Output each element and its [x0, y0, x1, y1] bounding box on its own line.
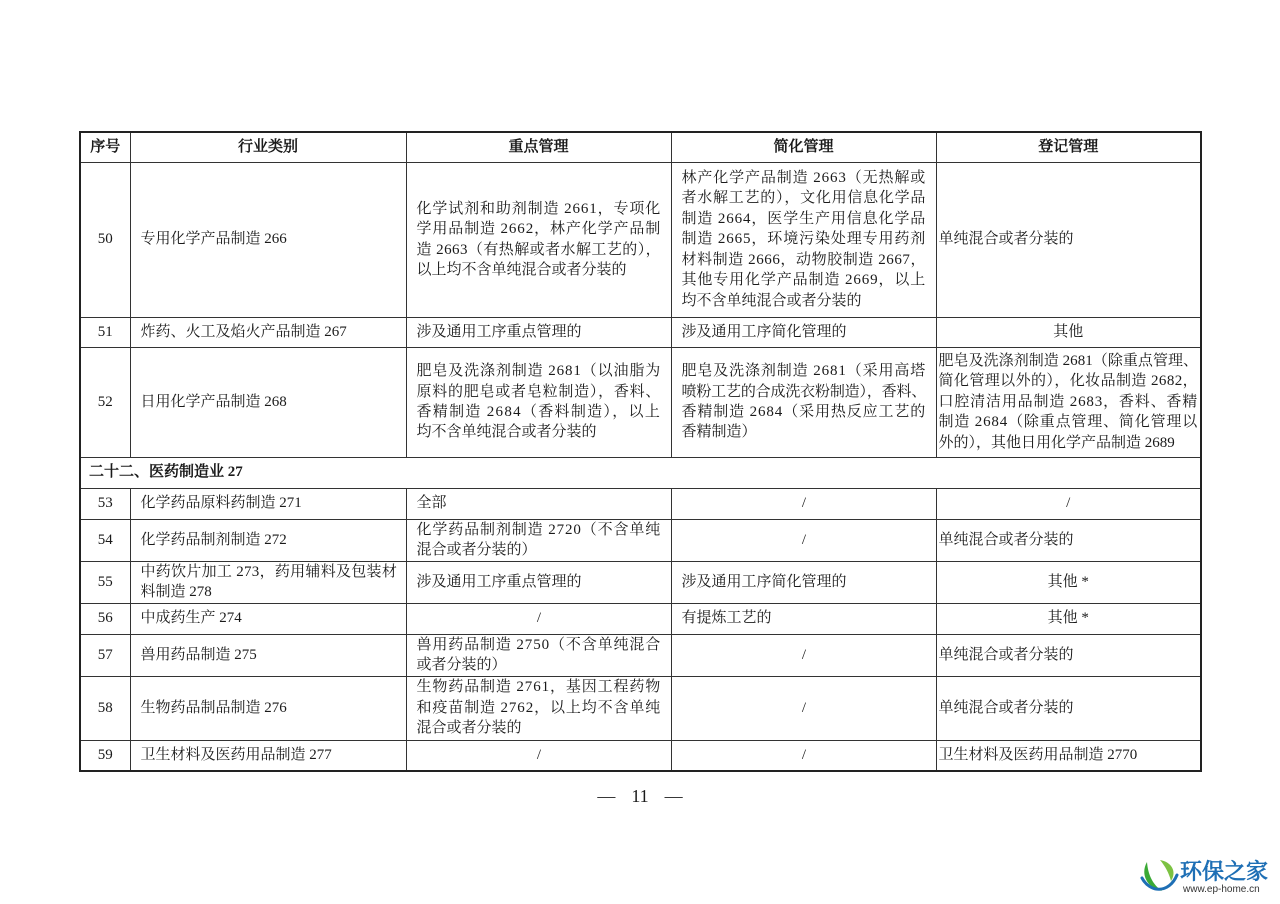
text-line: 外的），其他日用化学产品制造 2689: [938, 434, 1175, 451]
row-51-simplified-management: 涉及通用工序简化管理的: [671, 317, 936, 347]
text-line: 兽用药品制造 2750（不含单纯混合: [416, 636, 662, 653]
text-line: 口腔清洁用品制造 2683，香料、香精: [938, 393, 1199, 410]
row-55-key-management: 涉及通用工序重点管理的: [406, 561, 671, 603]
row-59-industry: 卫生材料及医药用品制造 277: [130, 740, 406, 771]
text-line: 中药饮片加工 273，药用辅料及包装材: [140, 563, 398, 580]
row-58-key-management: [406, 676, 671, 740]
row-58-industry: 生物药品制品制造 276: [130, 676, 406, 740]
row-50-registration-management: 单纯混合或者分装的: [936, 162, 1201, 317]
row-55-simplified-management: 涉及通用工序简化管理的: [671, 561, 936, 603]
text-line: 其他专用化学产品制造 2669，以上: [681, 272, 927, 289]
text-line: 和疫苗制造 2762，以上均不含单纯: [416, 699, 662, 716]
header-simplified-management: 简化管理: [671, 132, 936, 162]
row-56-industry: 中成药生产 274: [130, 603, 406, 634]
text-line: 以上均不含单纯混合或者分装的: [416, 261, 627, 278]
text-line: 者水解工艺的），文化用信息化学品: [681, 190, 927, 207]
header-industry: 行业类别: [130, 132, 406, 162]
row-54-registration-management: 单纯混合或者分装的: [936, 519, 1201, 561]
row-53-key-management: 全部: [406, 488, 671, 519]
section-pharma-header: 二十二、医药制造业 27: [80, 457, 1201, 488]
text-line: 原料的肥皂或者皂粒制造），香料、: [416, 383, 662, 400]
text-line: 均不含单纯混合或者分装的: [681, 292, 862, 309]
row-53-registration-management: /: [936, 488, 1201, 519]
row-54-simplified-management: /: [671, 519, 936, 561]
text-line: 或者分装的）: [416, 657, 507, 673]
row-57-simplified-management: /: [671, 634, 936, 676]
row-52-index: 52: [80, 347, 130, 457]
table-row: [80, 488, 1201, 519]
row-50-simplified-management: [671, 162, 936, 317]
row-58-index: 58: [80, 676, 130, 740]
text-line: 学用品制造 2662，林产化学产品制: [416, 221, 662, 238]
table-row: [80, 676, 1201, 740]
text-line: 简化管理以外的），化妆品制造 2682，: [938, 373, 1199, 390]
row-51-key-management: 涉及通用工序重点管理的: [406, 317, 671, 347]
text-line: 喷粉工艺的合成洗衣粉制造），香料、: [681, 383, 927, 400]
header-key-management: 重点管理: [406, 132, 671, 162]
row-56-registration-management: 其他 *: [936, 603, 1201, 634]
row-59-index: 59: [80, 740, 130, 771]
table-row: [80, 603, 1201, 634]
footer-dash-left: —: [597, 786, 616, 806]
row-59-key-management: /: [406, 740, 671, 771]
row-56-key-management: /: [406, 603, 671, 634]
row-50-key-management: [406, 162, 671, 317]
text-line: 制造 2665，环境污染处理专用药剂: [681, 231, 927, 248]
page-number: 11: [631, 786, 649, 806]
text-line: 化学试剂和助剂制造 2661，专项化: [416, 200, 662, 217]
watermark-url: www.ep-home.cn: [1183, 884, 1260, 895]
permit-classification-table: [79, 131, 1202, 772]
header-registration-management: 登记管理: [936, 132, 1201, 162]
text-line: 制造 2684（除重点管理、简化管理以: [938, 414, 1199, 431]
row-53-simplified-management: /: [671, 488, 936, 519]
text-line: 造 2663（有热解或者水解工艺的），: [416, 241, 662, 258]
row-59-registration-management: 卫生材料及医药用品制造 2770: [936, 740, 1201, 771]
row-52-simplified-management: [671, 347, 936, 457]
text-line: 制造 2664，医学生产用信息化学品: [681, 210, 927, 227]
row-57-industry: 兽用药品制造 275: [130, 634, 406, 676]
row-50-industry: 专用化学产品制造 266: [130, 162, 406, 317]
text-line: 化学药品制剂制造 2720（不含单纯: [416, 521, 662, 538]
text-line: 肥皂及洗涤剂制造 2681（除重点管理、: [938, 352, 1199, 369]
row-57-index: 57: [80, 634, 130, 676]
row-57-registration-management: 单纯混合或者分装的: [936, 634, 1201, 676]
table-header-row: [80, 132, 1201, 162]
row-57-key-management: [406, 634, 671, 676]
row-51-industry: 炸药、火工及焰火产品制造 267: [130, 317, 406, 347]
page-footer: [0, 785, 1280, 807]
row-56-simplified-management: 有提炼工艺的: [671, 603, 936, 634]
text-line: 均不含单纯混合或者分装的: [416, 424, 597, 441]
row-54-index: 54: [80, 519, 130, 561]
row-50-index: 50: [80, 162, 130, 317]
row-51-index: 51: [80, 317, 130, 347]
row-59-simplified-management: /: [671, 740, 936, 771]
table-row: [80, 519, 1201, 561]
row-52-industry: 日用化学产品制造 268: [130, 347, 406, 457]
text-line: 混合或者分装的: [416, 720, 522, 737]
row-52-key-management: [406, 347, 671, 457]
row-53-index: 53: [80, 488, 130, 519]
table-row: [80, 317, 1201, 347]
table-row: [80, 347, 1201, 457]
text-line: 香精制造 2684（采用热反应工艺的: [681, 404, 927, 420]
text-line: 肥皂及洗涤剂制造 2681（采用高塔: [681, 363, 927, 380]
row-51-registration-management: 其他: [936, 317, 1201, 347]
row-55-index: 55: [80, 561, 130, 603]
row-58-registration-management: 单纯混合或者分装的: [936, 676, 1201, 740]
row-54-key-management: [406, 519, 671, 561]
text-line: 混合或者分装的）: [416, 542, 537, 558]
table-row: [80, 634, 1201, 676]
table-row: [80, 561, 1201, 603]
table-row: [80, 740, 1201, 771]
footer-dash-right: —: [664, 786, 683, 806]
row-55-registration-management: 其他 *: [936, 561, 1201, 603]
text-line: 香精制造）: [681, 424, 757, 441]
text-line: 肥皂及洗涤剂制造 2681（以油脂为: [416, 363, 662, 380]
row-53-industry: 化学药品原料药制造 271: [130, 488, 406, 519]
row-54-industry: 化学药品制剂制造 272: [130, 519, 406, 561]
text-line: 香精制造 2684（香料制造），以上: [416, 404, 662, 420]
text-line: 料制造 278: [140, 584, 212, 600]
header-index: 序号: [80, 132, 130, 162]
row-55-industry: [130, 561, 406, 603]
row-52-registration-management: [936, 347, 1201, 457]
watermark-brand-name: 环保之家: [1180, 859, 1269, 884]
section-row: [80, 457, 1201, 488]
text-line: 生物药品制造 2761，基因工程药物: [416, 679, 662, 696]
table-row: [80, 162, 1201, 317]
row-58-simplified-management: /: [671, 676, 936, 740]
text-line: 林产化学产品制造 2663（无热解或: [681, 170, 927, 187]
row-56-index: 56: [80, 603, 130, 634]
text-line: 材料制造 2666，动物胶制造 2667，: [681, 251, 927, 268]
ep-home-logo-icon: [1138, 857, 1180, 895]
